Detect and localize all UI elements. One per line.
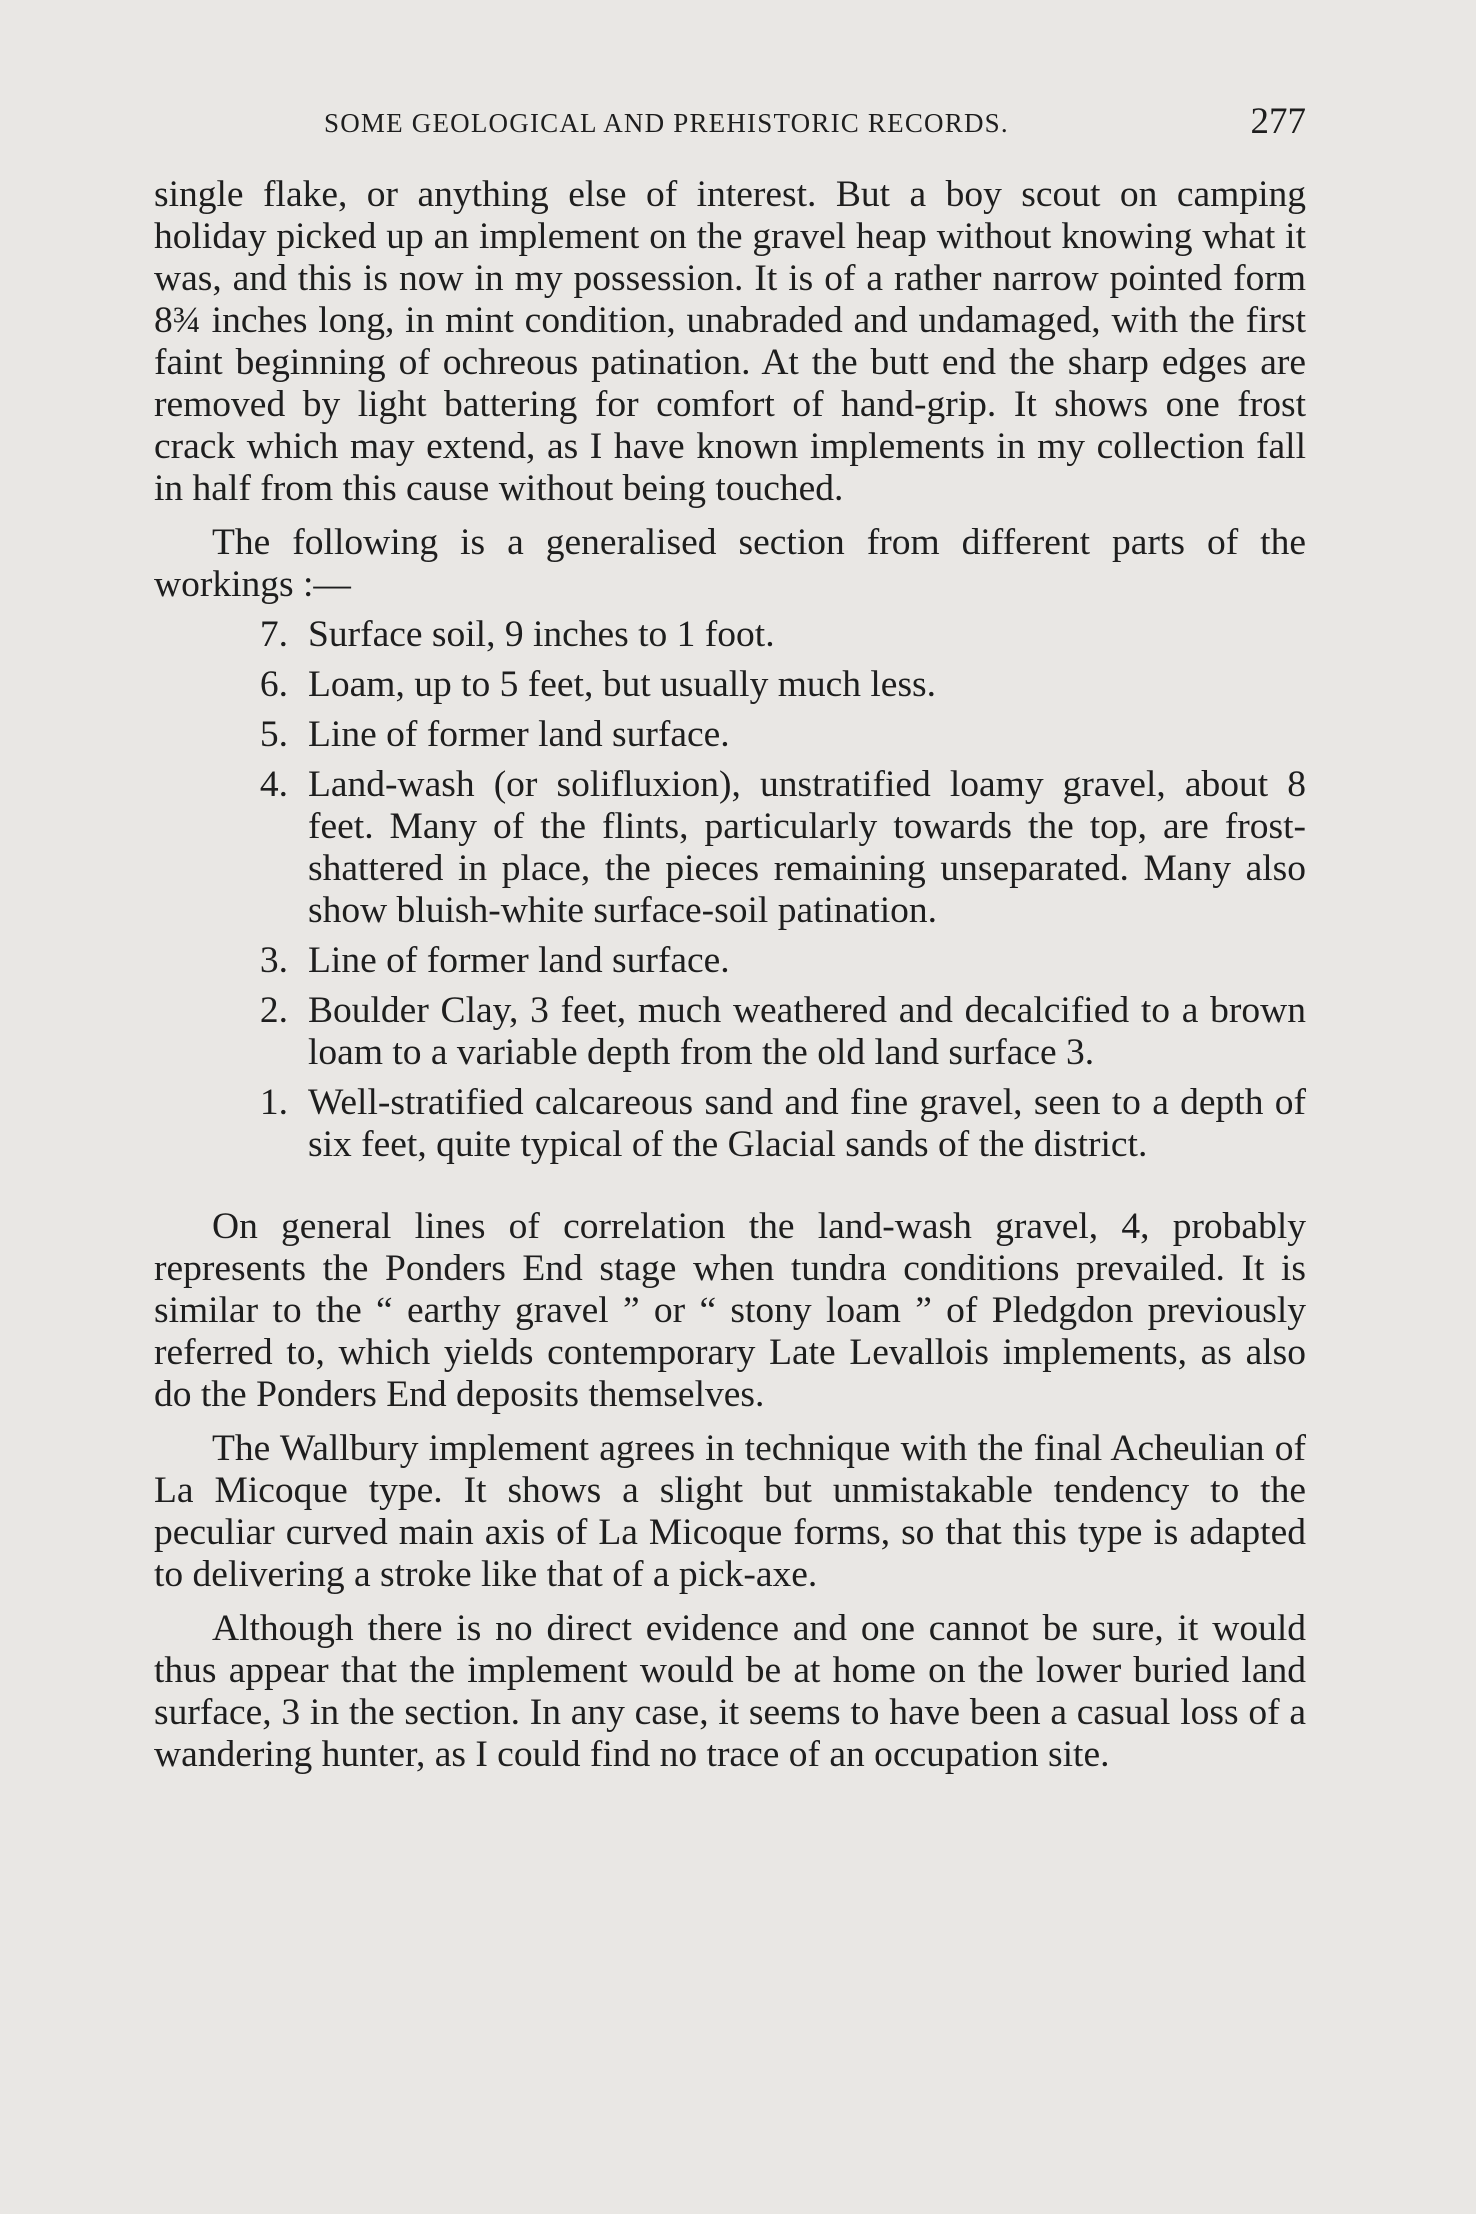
section-item-3 — [154, 940, 1306, 982]
page-content — [154, 96, 1306, 1776]
section-item-number: 5. — [259, 714, 288, 755]
section-item-1 — [154, 1082, 1306, 1166]
section-item-number: 7. — [259, 614, 288, 655]
section-item-number: 3. — [259, 940, 288, 981]
paragraph-4: The Wallbury implement agrees in technique with the final Acheulian of La Micoque type. It shows a slight but unmistakable tendency to the peculiar curved main axis of La Micoque forms, so that this type is adapted to delivering a stroke like that of a pick-axe. — [154, 1428, 1306, 1595]
running-head: SOME GEOLOGICAL AND PREHISTORIC RECORDS. — [324, 108, 1009, 138]
section-item-text: Surface soil, 9 inches to 1 foot. — [308, 614, 775, 655]
section-item-text: Line of former land surface. — [308, 714, 730, 755]
page-header — [154, 96, 1306, 152]
section-item-number: 1. — [259, 1082, 288, 1123]
paragraph-1: single flake, or anything else of interest. But a boy scout on camping holiday picked up an implement on the gravel heap without knowing what it was, and this is now in my possession. It is of a rather narrow pointed form 8¾ inches long, in mint condition, unabraded and undamaged, with the first faint beginning of ochreous patination. At the butt end the sharp edges are removed by light battering for comfort of hand-grip. It shows one frost crack which may extend, as I have known implements in my collection fall in half from this cause without being touched. — [154, 174, 1306, 509]
section-item-number: 6. — [259, 664, 288, 705]
section-item-5 — [154, 714, 1306, 756]
body-text — [154, 174, 1306, 1776]
section-item-7 — [154, 614, 1306, 656]
section-item-text: Loam, up to 5 feet, but usually much less. — [308, 664, 937, 705]
paragraph-5: Although there is no direct evidence and one cannot be sure, it would thus appear that the implement would be at home on the lower buried land surface, 3 in the section. In any case, it seems to have been a casual loss of a wandering hunter, as I could find no trace of an occupation site. — [154, 1608, 1306, 1775]
paragraph-3: On general lines of correlation the land-wash gravel, 4, probably represents the Ponders End stage when tundra conditions prevailed. It is similar to the “ earthy gravel ” or “ stony loam ” of Pledgdon previously referred to, which yields contemporary Late Levallois implements, as also do the Ponders End deposits themselves. — [154, 1206, 1306, 1415]
paragraph-2: The following is a generalised section from different parts of the workings :— — [154, 522, 1306, 605]
section-item-4 — [154, 764, 1306, 932]
section-item-2 — [154, 990, 1306, 1074]
section-item-text: Boulder Clay, 3 feet, much weathered and decalcified to a brown loam to a variable depth from the old land surface 3. — [308, 990, 1306, 1073]
section-item-text: Line of former land surface. — [308, 940, 730, 981]
section-item-number: 4. — [259, 764, 288, 805]
section-item-number: 2. — [259, 990, 288, 1031]
section-item-6 — [154, 664, 1306, 706]
page-number: 277 — [1250, 101, 1306, 142]
section-list — [154, 614, 1306, 1166]
section-item-text: Land-wash (or solifluxion), unstratified loamy gravel, about 8 feet. Many of the flints, particularly towards the top, are frost-shattered in place, the pieces remaining unseparated. Many also show bluish-white surface-soil patination. — [308, 764, 1306, 931]
section-item-text: Well-stratified calcareous sand and fine gravel, seen to a depth of six feet, quite typical of the Glacial sands of the district. — [308, 1082, 1306, 1165]
